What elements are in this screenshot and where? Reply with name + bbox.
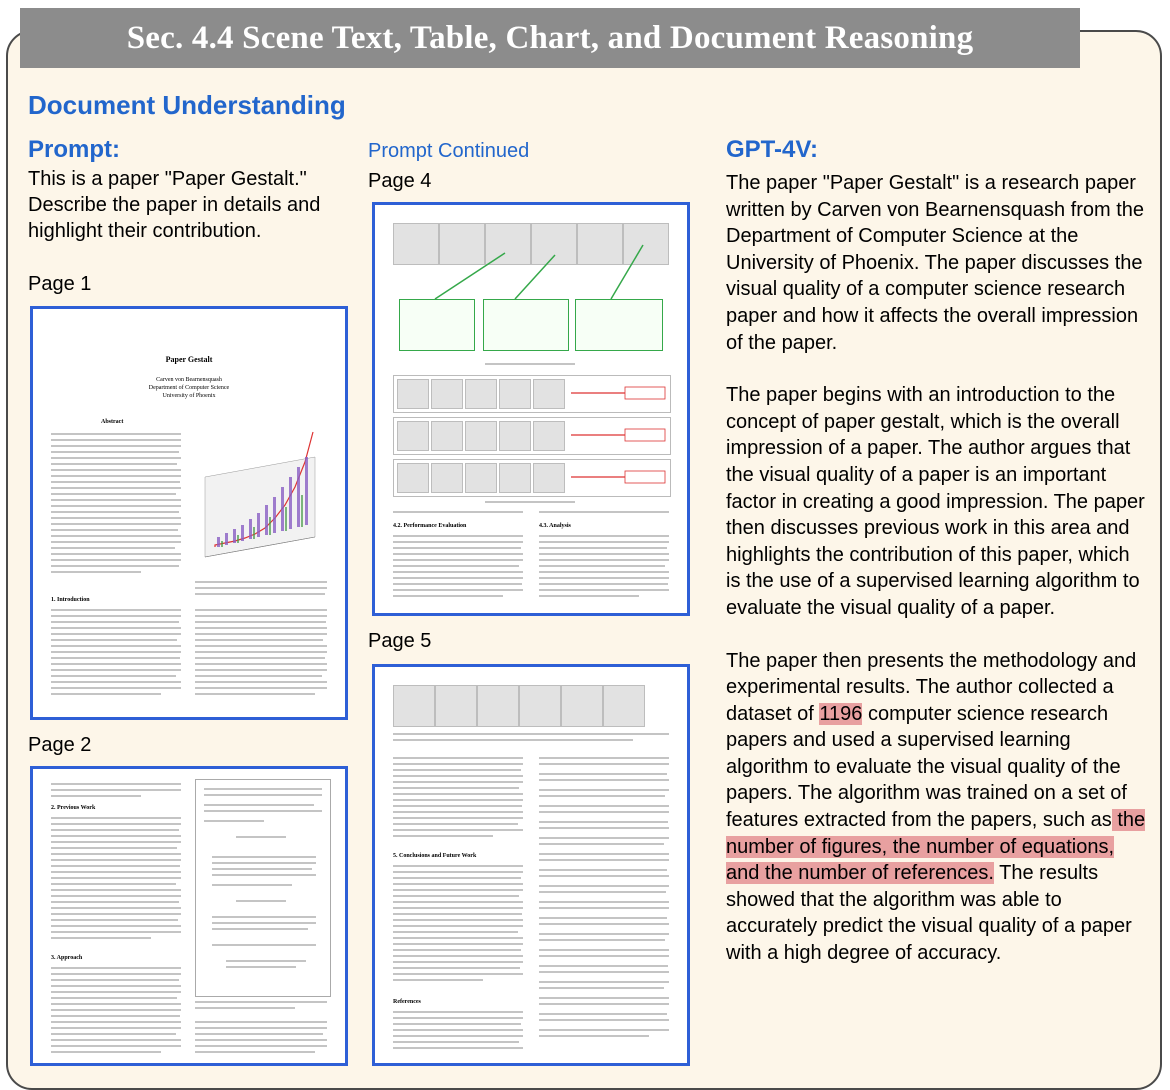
page2-algorithm-box xyxy=(195,779,331,997)
page4-callout-plots xyxy=(483,299,569,351)
page1-univ: University of Phoenix xyxy=(162,393,216,399)
response-paragraph-1: The paper "Paper Gestalt" is a research paper written by Carven von Bearnensquash from the Department of Computer Science at the University of Phoenix. The paper discusses the visual quality of a computer science research paper and how it affects the overall impression of the paper. xyxy=(726,172,1144,354)
page1-label: Page 1 xyxy=(28,273,92,295)
response-paragraph-2: The paper begins with an introduction to the concept of paper gestalt, which is the overall impression of a paper. The author argues that the visual quality of a paper is an important factor in creating a good impression. The paper then discusses previous work in this area and highlights the contribution of this paper, which is the use of a supervised learning algorithm to evaluate the visual quality of a paper. xyxy=(726,384,1145,619)
page1-image xyxy=(30,306,348,720)
page4-image xyxy=(372,202,690,616)
page4-callout-figures xyxy=(575,299,663,351)
prompt-heading: Prompt: xyxy=(28,136,120,163)
response-body xyxy=(726,170,1146,993)
page2-label: Page 2 xyxy=(28,734,92,756)
highlight-features: the number of figures, the number of equations, and the number of references. xyxy=(726,809,1146,885)
page1-author: Carven von Bearnensquash xyxy=(156,377,222,383)
page5-references-heading: References xyxy=(393,999,421,1005)
response-p3-part-a: The paper then presents the methodology and experimental results. The author collected a dataset of xyxy=(726,649,1137,725)
page1-bar-chart-figure xyxy=(195,417,335,567)
response-p3-part-c: The results showed that the algorithm was able to accurately predict the visual quality of a paper with a high degree of accuracy. xyxy=(726,862,1132,965)
page4-analysis-heading: 4.3. Analysis xyxy=(539,523,571,529)
page4-label: Page 4 xyxy=(368,170,432,192)
page5-image xyxy=(372,664,690,1066)
highlight-dataset-size: 1196 xyxy=(819,702,863,725)
prompt-text: This is a paper "Paper Gestalt." Describe the paper in details and highlight their contribution. xyxy=(28,168,321,242)
page2-approach-heading: 3. Approach xyxy=(51,955,83,961)
response-p3-part-b: computer science research papers and used a supervised learning algorithm to evaluate the visual quality of the papers. The algorithm was trained on a set of features extracted from the papers, such as xyxy=(726,702,1127,832)
section-title: Document Understanding xyxy=(28,90,346,120)
page4-red-arrows xyxy=(375,365,690,505)
section-banner: Sec. 4.4 Scene Text, Table, Chart, and Document Reasoning xyxy=(20,8,1080,68)
page2-image xyxy=(30,766,348,1066)
page1-paper-title: Paper Gestalt xyxy=(165,355,213,364)
prompt-continued-label: Prompt Continued xyxy=(368,140,530,162)
page2-previous-work-heading: 2. Previous Work xyxy=(51,805,96,811)
page5-label: Page 5 xyxy=(368,630,432,652)
page4-callout-math xyxy=(399,299,475,351)
page4-eval-heading: 4.2. Performance Evaluation xyxy=(393,523,467,529)
page1-abstract-heading: Abstract xyxy=(101,419,124,425)
page1-dept: Department of Computer Science xyxy=(148,385,230,391)
page5-conclusions-heading: 5. Conclusions and Future Work xyxy=(393,853,477,859)
page1-intro-heading: 1. Introduction xyxy=(51,597,90,603)
response-paragraph-3 xyxy=(726,648,1146,967)
response-heading: GPT-4V: xyxy=(726,136,819,163)
